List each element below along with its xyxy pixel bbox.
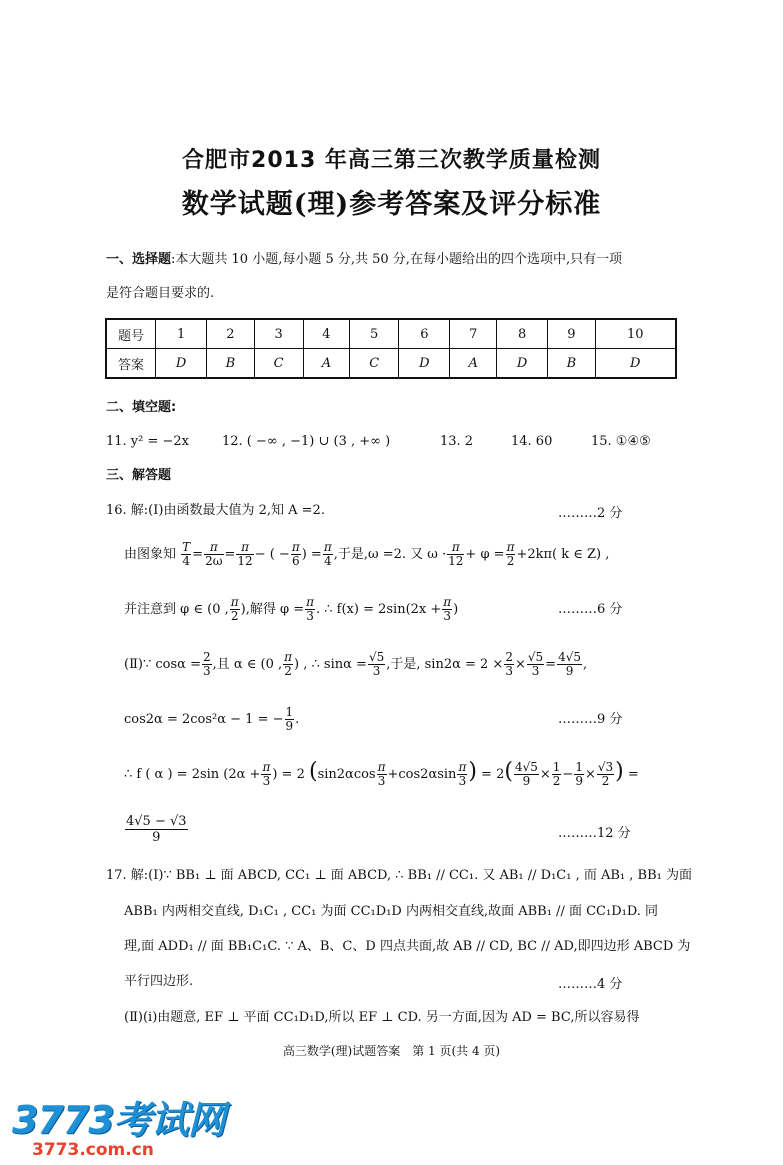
q16-line7: $\frac{4√5 - √3}{9}$ — [126, 814, 187, 845]
table-cell: D — [399, 349, 450, 379]
table-cell: A — [450, 349, 497, 379]
q16-score4: ………12 分 — [558, 826, 631, 841]
fill-item-11: 11. y² = −2x — [106, 434, 190, 449]
table-cell: A — [303, 349, 350, 379]
table-cell: 5 — [350, 319, 399, 349]
table-cell: B — [207, 349, 254, 379]
table-cell: 9 — [548, 319, 595, 349]
q17-line2: ABB₁ 内两相交直线, D₁C₁ , CC₁ 为面 CC₁D₁D 内两相交直线,故面 ABB₁ // 面 CC₁D₁D. 同 — [124, 904, 659, 919]
table-cell: 4 — [303, 319, 350, 349]
section1-line2: 是符合题目要求的. — [106, 286, 215, 301]
q17-line3: 理,面 ADD₁ // 面 BB₁C₁C. ∵ A、B、C、D 四点共面,故 AB // CD, BC // AD,即四边形 ABCD 为 — [124, 939, 691, 954]
q16-line2: 由图象知 $\frac{T}{4}$ = $\frac{\pi}{2\omega}$ = $\frac{\pi}{12}$ − ( − $\frac{\pi}{6}$ ) = $\frac{\pi}{4}$ ,于是,ω =2. 又 ω · $\frac{\pi}{12}$ + φ = $\frac{\pi}{2}$ +2kπ( k ∈ Z) , — [124, 540, 610, 568]
q17-line5: (Ⅱ)(i)由题意, EF ⊥ 平面 CC₁D₁D,所以 EF ⊥ CD. 另一方面,因为 AD = BC,所以容易得 — [124, 1010, 640, 1025]
page-footer: 高三数学(理)试题答案 第 1 页(共 4 页) — [282, 1044, 501, 1058]
table-cell: 7 — [450, 319, 497, 349]
table-cell: 答案 — [106, 349, 156, 379]
section2-heading: 二、填空题: — [106, 400, 177, 415]
q16-line1: 16. 解:(Ⅰ)由函数最大值为 2,知 A =2. — [106, 503, 325, 518]
table-cell: 2 — [207, 319, 254, 349]
q16-line3: 并注意到 φ ∈ (0 , $\frac{\pi}{2}$ ),解得 φ = $\frac{\pi}{3}$ . ∴ f(x) = 2sin(2x + $\frac{\pi}{3}$ ) — [124, 595, 459, 623]
table-cell: 6 — [399, 319, 450, 349]
table-cell: 题号 — [106, 319, 156, 349]
fill-item-15: 15. ①④⑤ — [591, 434, 651, 449]
q16-line6: ∴ f ( α ) = 2sin (2α + $\frac{\pi}{3}$ ) = 2 (sin2αcos $\frac{\pi}{3}$ +cos2αsin $\frac{\pi}{3}$ ) = 2( $\frac{4√5}{9}$ × $\frac{1}{2}$ − $\frac{1}{9}$ × $\frac{√3}{2}$ ) = — [124, 759, 639, 788]
table-cell: D — [595, 349, 676, 379]
table-cell: D — [497, 349, 548, 379]
q17-score1: ………4 分 — [558, 977, 623, 992]
q16-line4: (Ⅱ)∵ cosα = $\frac{2}{3}$ ,且 α ∈ (0 , $\frac{\pi}{2}$ ) , ∴ sinα = $\frac{√5}{3}$ ,于是, sin2α = 2 × $\frac{2}{3}$ × $\frac{√5}{3}$ = $\frac{4√5}{9}$ , — [124, 650, 588, 678]
page-title: 合肥市2013 年高三第三次教学质量检测 — [182, 148, 601, 173]
table-cell: B — [548, 349, 595, 379]
logo-text: 3773考试网 — [12, 1098, 225, 1142]
answer-table — [105, 318, 677, 379]
fill-item-12: 12. ( −∞ , −1) ∪ (3 , +∞ ) — [222, 434, 391, 449]
table-cell: 10 — [595, 319, 676, 349]
q16-score1: ………2 分 — [558, 506, 623, 521]
table-cell: 1 — [156, 319, 207, 349]
table-row — [106, 319, 676, 349]
q16-score2: ………6 分 — [558, 602, 623, 617]
q16-score3: ………9 分 — [558, 712, 623, 727]
q17-line4: 平行四边形. — [124, 974, 194, 989]
site-logo[interactable] — [12, 1100, 225, 1160]
section1-heading: 一、选择题 — [106, 252, 172, 267]
table-cell: D — [156, 349, 207, 379]
table-row — [106, 349, 676, 379]
table-cell: 3 — [254, 319, 303, 349]
fill-item-14: 14. 60 — [511, 434, 553, 449]
table-cell: C — [350, 349, 399, 379]
fill-item-13: 13. 2 — [440, 434, 474, 449]
table-cell: 8 — [497, 319, 548, 349]
logo-url: 3773.com.cn — [32, 1140, 154, 1160]
table-cell: C — [254, 349, 303, 379]
q16-line5: cos2α = 2cos²α − 1 = − $\frac{1}{9}$ . — [124, 705, 300, 733]
section1-line1: 一、选择题:本大题共 10 小题,每小题 5 分,共 50 分,在每小题给出的四个选项中,只有一项 — [106, 252, 623, 267]
q17-line1: 17. 解:(Ⅰ)∵ BB₁ ⊥ 面 ABCD, CC₁ ⊥ 面 ABCD, ∴ BB₁ // CC₁. 又 AB₁ // D₁C₁ , 而 AB₁ , BB₁ 为面 — [106, 868, 692, 883]
section3-heading: 三、解答题 — [106, 468, 172, 483]
page-subtitle: 数学试题(理)参考答案及评分标准 — [181, 189, 602, 220]
